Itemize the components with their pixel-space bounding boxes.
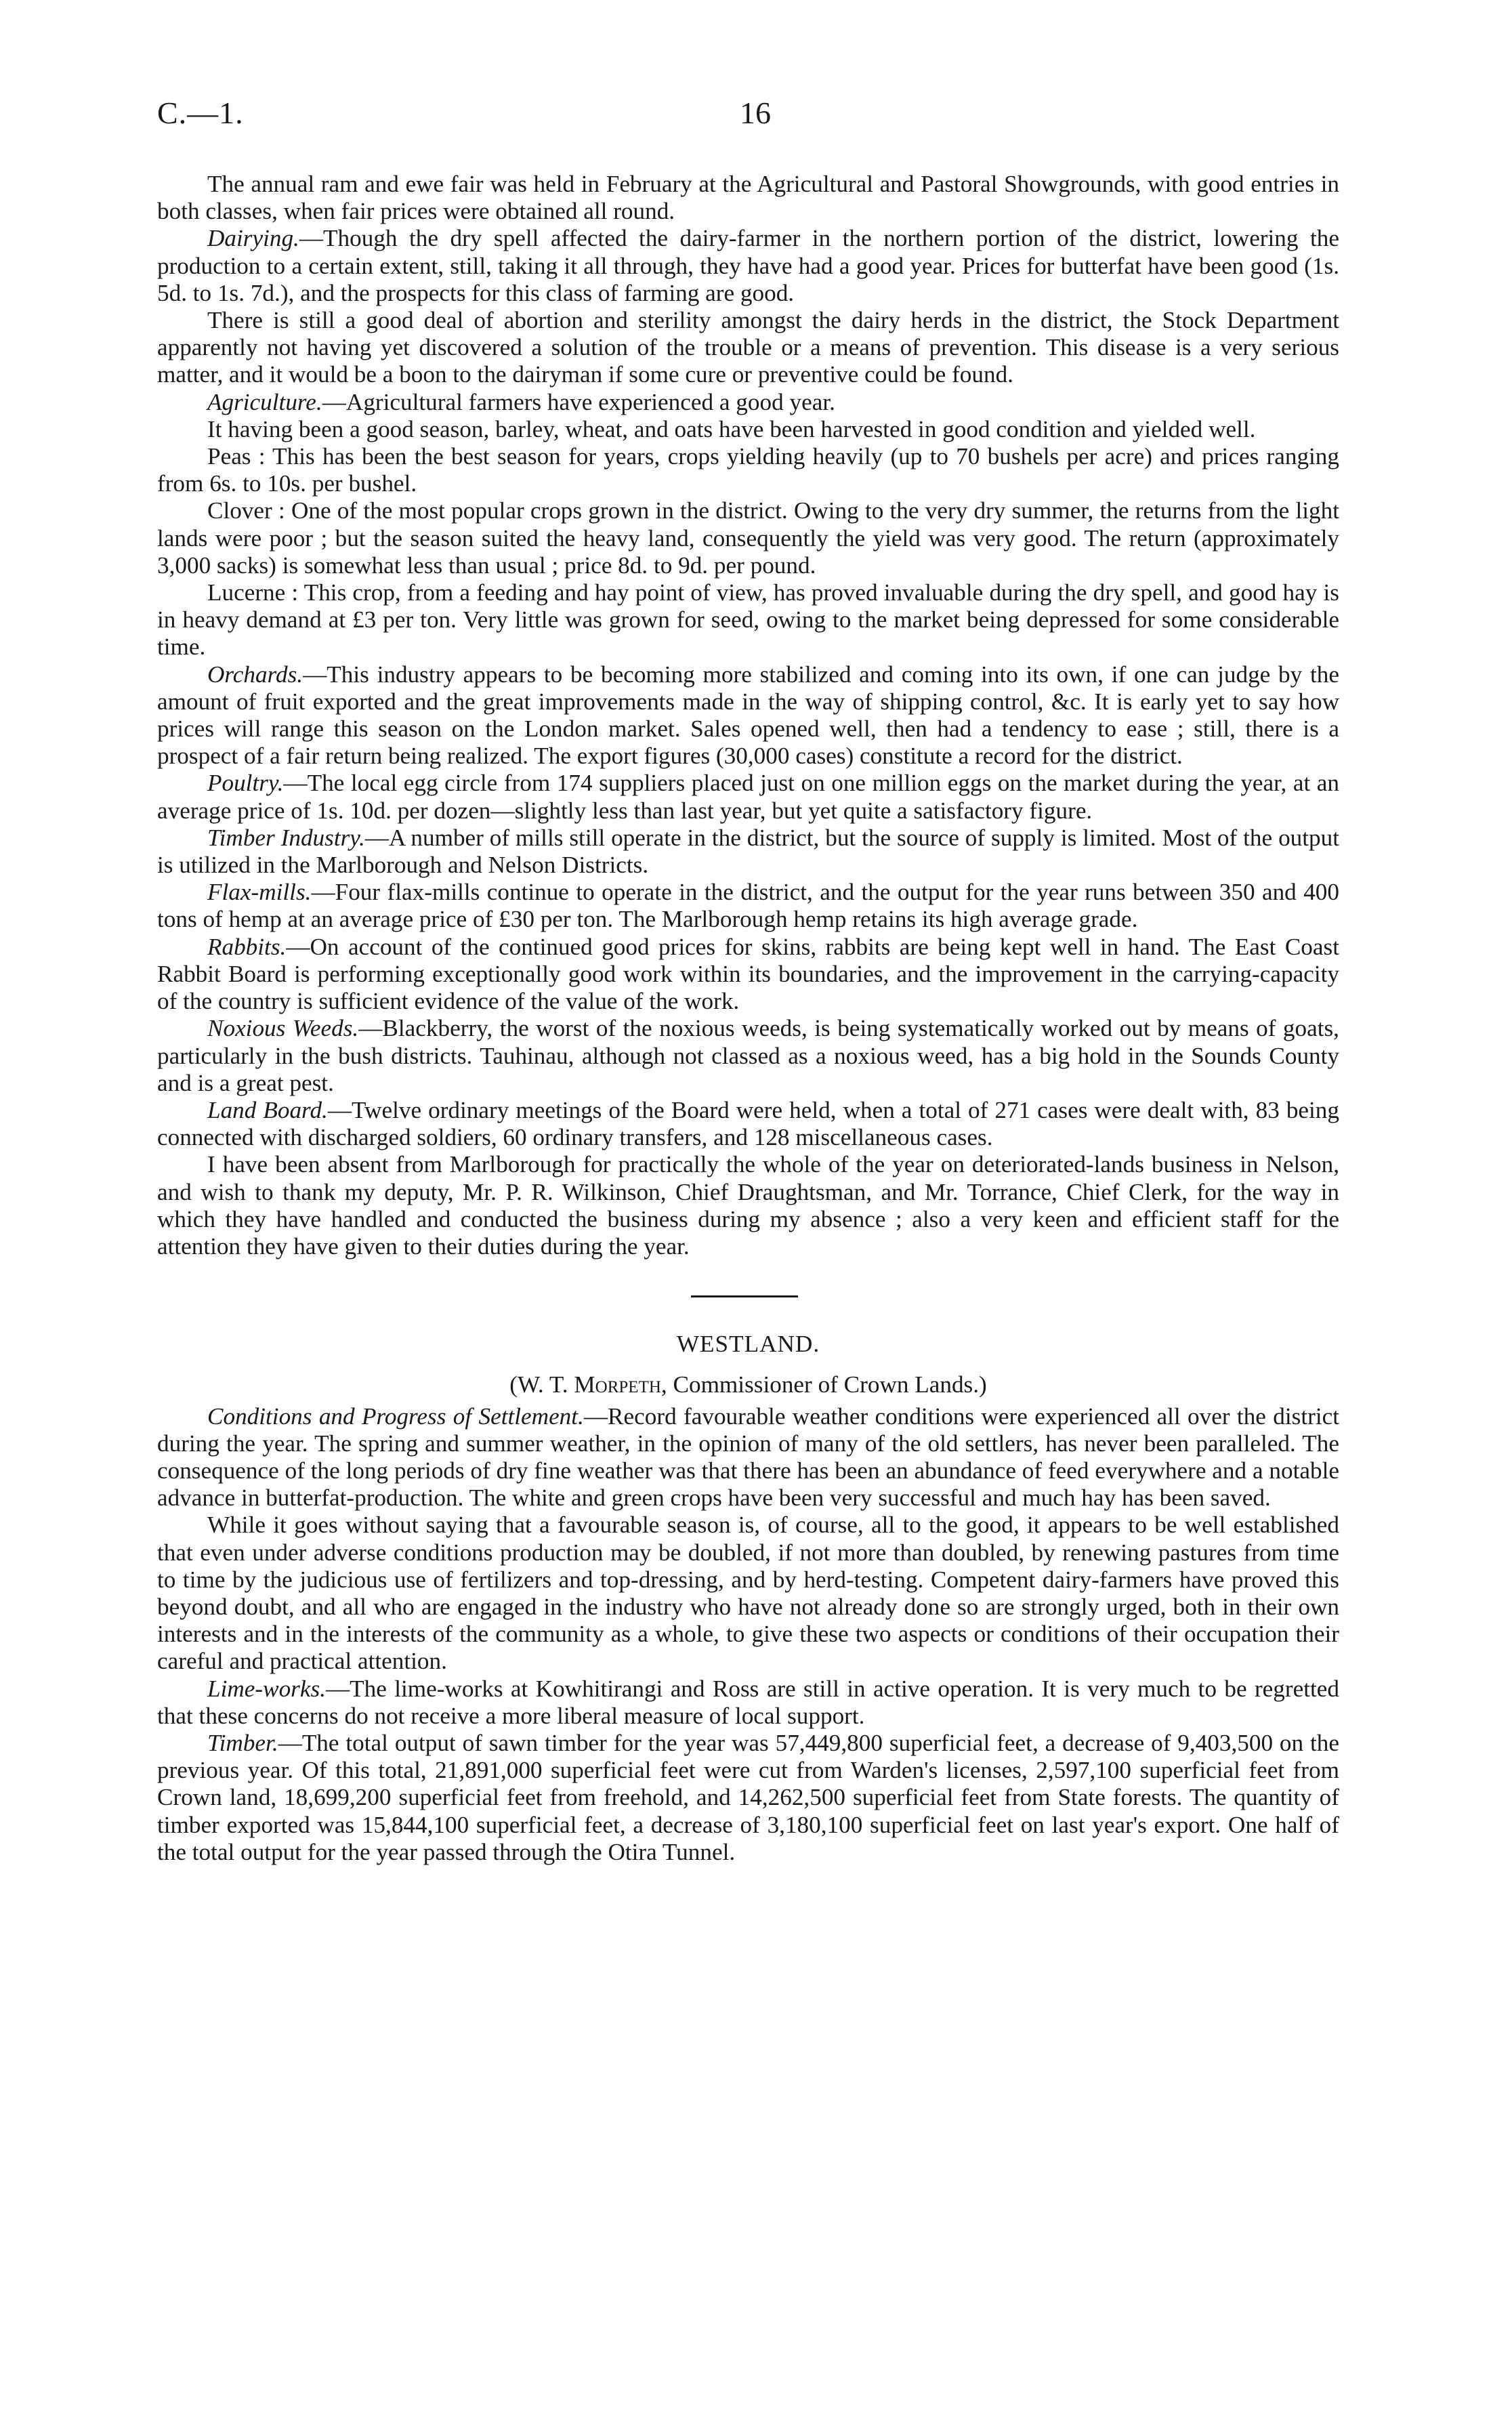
paragraph bbox=[157, 825, 1339, 879]
paragraph bbox=[157, 497, 1339, 579]
paragraph bbox=[157, 770, 1339, 824]
paragraph bbox=[157, 307, 1339, 389]
paragraph-lead: Noxious Weeds. bbox=[207, 1015, 359, 1042]
paragraph-text: —Twelve ordinary meetings of the Board were held, when a total of 271 cases were dealt with, 83 being connected with discharged soldiers, 60 ordinary transfers, and 128 miscellaneous cases. bbox=[157, 1096, 1339, 1151]
paragraph-lead: Agriculture. bbox=[207, 388, 322, 415]
paragraph-text: —On account of the continued good prices for skins, rabbits are being kept well in hand. The East Coast Rabbit Board is performing exceptionally good work within its boundaries, and the improvement in the carrying-capacity of the country is sufficient evidence of the value of the work. bbox=[157, 933, 1339, 1015]
commissioner-open: (W. T. bbox=[509, 1371, 574, 1398]
document-reference: C.—1. bbox=[157, 96, 244, 130]
paragraph bbox=[157, 171, 1339, 225]
paragraph-text: —A number of mills still operate in the district, but the source of supply is limited. Most of the output is utilized in the Marlborough and Nelson Districts. bbox=[157, 824, 1339, 879]
paragraph bbox=[157, 225, 1339, 307]
paragraph-text: Lucerne : This crop, from a feeding and hay point of view, has proved invaluable during the dry spell, and good hay is in heavy demand at £3 per ton. Very little was grown for seed, owing to the market being depressed for some considerable time. bbox=[157, 579, 1339, 661]
paragraph-text: While it goes without saying that a favourable season is, of course, all to the good, it appears to be well established that even under adverse conditions production may be doubled, if not more than doubled, by renewing pastures from time to time by the judicious use of fertilizers and top-dressing, and by herd-testing. Competent dairy-farmers have proved this beyond doubt, and all who are engaged in the industry who have not already done so are strongly urged, both in their own interests and in the interests of the community as a whole, to give these two aspects or conditions of their occupation their careful and practical attention. bbox=[157, 1512, 1339, 1675]
paragraph-lead: Poultry. bbox=[207, 770, 284, 797]
paragraph-lead: Timber. bbox=[207, 1729, 278, 1756]
paragraph-lead: Dairying. bbox=[207, 225, 299, 252]
section-divider bbox=[157, 1260, 1339, 1331]
paragraph bbox=[157, 1676, 1339, 1730]
paragraph-text: —The total output of sawn timber for the year was 57,449,800 superficial feet, a decrease of 9,403,500 on the previous year. Of this total, 21,891,000 superficial feet were cut from Warden's licenses, 2,597,100 superficial feet from Crown land, 18,699,200 superficial feet from freehold, and 14,262,500 superficial feet from State forests. The quantity of timber exported was 15,844,100 superficial feet, a decrease of 3,180,100 superficial feet on last year's export. One half of the total output for the year passed through the Otira Tunnel. bbox=[157, 1729, 1339, 1865]
paragraph-text: —Four flax-mills continue to operate in the district, and the output for the year runs between 350 and 400 tons of hemp at an average price of £30 per ton. The Marlborough hemp retains its high average grade. bbox=[157, 879, 1339, 933]
paragraph-lead: Orchards. bbox=[207, 661, 303, 688]
paragraph bbox=[157, 579, 1339, 661]
paragraph bbox=[157, 416, 1339, 443]
paragraph-text: —This industry appears to be becoming more stabilized and coming into its own, if one can judge by the amount of fruit exported and the great improvements made in the way of shipping control, &c. It is early yet to say how prices will range this season on the London market. Sales opened well, then had a tendency to ease ; still, there is a prospect of a fair return being realized. The export figures (30,000 cases) constitute a record for the district. bbox=[157, 661, 1339, 770]
paragraph bbox=[157, 1015, 1339, 1097]
paragraph-lead: Rabbits. bbox=[207, 933, 287, 960]
paragraph-lead: Lime-works. bbox=[207, 1675, 326, 1702]
commissioner-line bbox=[157, 1371, 1339, 1398]
paragraph-text: There is still a good deal of abortion and sterility amongst the dairy herds in the district, the Stock Department apparently not having yet discovered a solution of the trouble or a means of prevention. This disease is a very serious matter, and it would be a boon to the dairyman if some cure or preventive could be found. bbox=[157, 307, 1339, 388]
paragraph-text: —The local egg circle from 174 suppliers placed just on one million eggs on the market during the year, at an average price of 1s. 10d. per dozen—slightly less than last year, but yet quite a satisfactory figure. bbox=[157, 770, 1339, 824]
paragraph bbox=[157, 1097, 1339, 1151]
commissioner-name: Morpeth bbox=[574, 1371, 661, 1398]
paragraph-text: Peas : This has been the best season for years, crops yielding heavily (up to 70 bushels per acre) and prices ranging from 6s. to 10s. per bushel. bbox=[157, 443, 1339, 497]
paragraph-text: Clover : One of the most popular crops grown in the district. Owing to the very dry summer, the returns from the light lands were poor ; but the season suited the heavy land, consequently the yield was very good. The return (approximately 3,000 sacks) is somewhat less than usual ; price 8d. to 9d. per pound. bbox=[157, 497, 1339, 579]
paragraph-text: —The lime-works at Kowhitirangi and Ross are still in active operation. It is very much to be regretted that these concerns do not receive a more liberal measure of local support. bbox=[157, 1675, 1339, 1729]
paragraph bbox=[157, 389, 1339, 416]
paragraph-text: I have been absent from Marlborough for practically the whole of the year on deteriorated-lands business in Nelson, and wish to thank my deputy, Mr. P. R. Wilkinson, Chief Draughtsman, and Mr. Torrance, Chief Clerk, for the way in which they have handled and conducted the business during my absence ; also a very keen and efficient staff for the attention they have given to their duties during the year. bbox=[157, 1151, 1339, 1260]
page-header bbox=[0, 95, 1512, 136]
paragraph bbox=[157, 1730, 1339, 1866]
paragraph-text: —Agricultural farmers have experienced a good year. bbox=[322, 388, 835, 415]
paragraph-text: —Though the dry spell affected the dairy-farmer in the northern portion of the district, lowering the production to a certain extent, still, taking it all through, they have had a good year. Prices for butterfat have been good (1s. 5d. to 1s. 7d.), and the prospects for this class of farming are good. bbox=[157, 225, 1339, 306]
paragraph-lead: Conditions and Progress of Settlement. bbox=[207, 1402, 584, 1430]
paragraph-lead: Flax-mills. bbox=[207, 879, 312, 906]
section-title: WESTLAND. bbox=[676, 1331, 820, 1358]
paragraph bbox=[157, 443, 1339, 497]
paragraph-text: —Record favourable weather conditions were experienced all over the district during the year. The spring and summer weather, in the opinion of many of the old settlers, has never been paralleled. The consequence of the long periods of dry fine weather was that there has been an abundance of feed everywhere and a notable advance in butterfat-production. The white and green crops have been very successful and much hay has been saved. bbox=[157, 1402, 1339, 1512]
paragraph-text: The annual ram and ewe fair was held in February at the Agricultural and Pastoral Showgrounds, with good entries in both classes, when fair prices were obtained all round. bbox=[157, 171, 1339, 225]
page-number: 16 bbox=[740, 96, 771, 130]
commissioner-rest: , Commissioner of Crown Lands.) bbox=[660, 1371, 987, 1398]
paragraph bbox=[157, 1403, 1339, 1512]
paragraph bbox=[157, 1151, 1339, 1260]
document-body bbox=[157, 171, 1339, 1866]
paragraph-lead: Land Board. bbox=[207, 1096, 328, 1123]
divider-rule bbox=[691, 1295, 798, 1297]
paragraph bbox=[157, 661, 1339, 770]
paragraph bbox=[157, 934, 1339, 1016]
paragraph-text: It having been a good season, barley, wheat, and oats have been harvested in good condition and yielded well. bbox=[207, 415, 1256, 442]
paragraph bbox=[157, 1512, 1339, 1675]
paragraph bbox=[157, 879, 1339, 933]
paragraph-text: —Blackberry, the worst of the noxious weeds, is being systematically worked out by means of goats, particularly in the bush districts. Tauhinau, although not classed as a noxious weed, has a big hold in the Sounds County and is a great pest. bbox=[157, 1015, 1339, 1096]
paragraph-lead: Timber Industry. bbox=[207, 824, 365, 851]
